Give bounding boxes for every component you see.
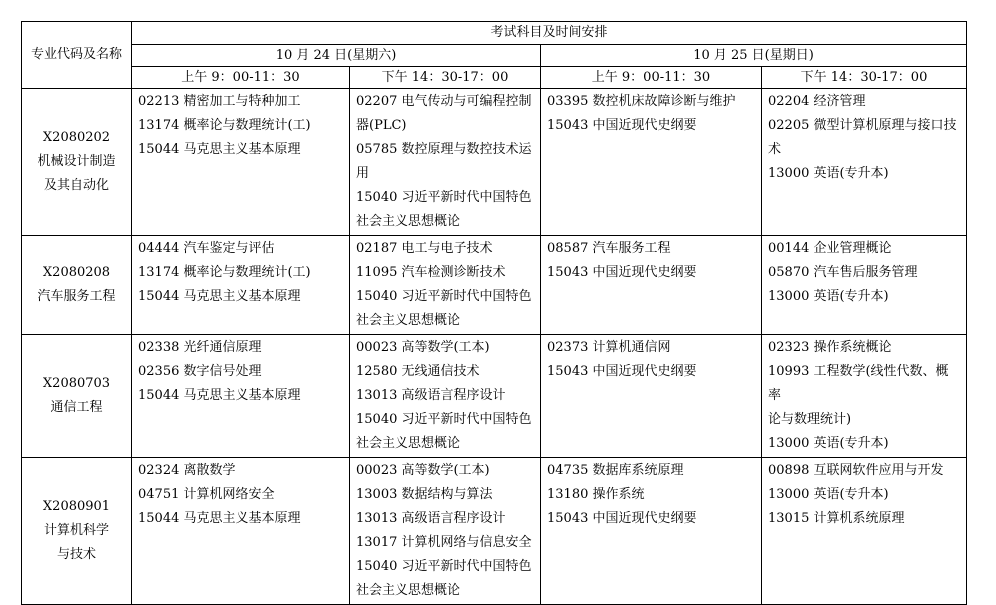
- subject-line: 04735 数据库系统原理: [547, 463, 684, 478]
- subject-line: 02204 经济管理: [768, 94, 866, 109]
- subjects-cell: [132, 335, 350, 458]
- major-name: 机械设计制造: [37, 154, 116, 169]
- subject-line: 社会主义思想概论: [356, 436, 461, 451]
- table-row: [22, 335, 967, 458]
- subject-line: 15040 习近平新时代中国特色: [356, 412, 532, 427]
- subject-line: 15043 中国近现代史纲要: [547, 511, 697, 526]
- subject-line: 02213 精密加工与特种加工: [138, 94, 301, 109]
- table-row: [22, 236, 967, 335]
- slot-header-day2-pm: 下午 14：30-17：00: [762, 67, 967, 89]
- subject-line: 03395 数控机床故障诊断与维护: [547, 94, 736, 109]
- subject-line: 社会主义思想概论: [356, 214, 461, 229]
- major-cell: [22, 458, 132, 605]
- subject-line: 02187 电工与电子技术: [356, 241, 493, 256]
- subject-line: 02373 计算机通信网: [547, 340, 671, 355]
- subject-line: 02338 光纤通信原理: [138, 340, 262, 355]
- subject-line: 15040 习近平新时代中国特色: [356, 559, 532, 574]
- subjects-cell: [350, 458, 541, 605]
- major-cell: [22, 236, 132, 335]
- subject-line: 器(PLC): [356, 118, 407, 133]
- subjects-cell: [350, 89, 541, 236]
- date-header-day2: 10 月 25 日(星期日): [541, 45, 967, 67]
- subject-line: 04444 汽车鉴定与评估: [138, 241, 275, 256]
- subject-line: 15040 习近平新时代中国特色: [356, 190, 532, 205]
- subject-line: 术: [768, 142, 782, 157]
- subject-line: 13174 概率论与数理统计(工): [138, 118, 311, 133]
- subjects-cell: [762, 89, 967, 236]
- major-name: 与技术: [56, 547, 96, 562]
- subject-line: 11095 汽车检测诊断技术: [356, 265, 506, 280]
- subject-line: 15043 中国近现代史纲要: [547, 118, 697, 133]
- subject-line: 15043 中国近现代史纲要: [547, 265, 697, 280]
- subject-line: 15043 中国近现代史纲要: [547, 364, 697, 379]
- subjects-cell: [541, 236, 762, 335]
- schedule-title: 考试科目及时间安排: [132, 22, 967, 45]
- subject-line: 13003 数据结构与算法: [356, 487, 493, 502]
- header-row-title: [22, 22, 967, 45]
- major-name: 计算机科学: [43, 523, 109, 538]
- major-code: X2080901: [42, 499, 111, 514]
- subject-line: 08587 汽车服务工程: [547, 241, 671, 256]
- subject-line: 02323 操作系统概论: [768, 340, 892, 355]
- exam-schedule-table: [21, 21, 967, 605]
- slot-header-day2-am: 上午 9：00-11：30: [541, 67, 762, 89]
- subject-line: 02356 数字信号处理: [138, 364, 262, 379]
- subjects-cell: [132, 236, 350, 335]
- major-cell: [22, 89, 132, 236]
- subject-line: 05870 汽车售后服务管理: [768, 265, 918, 280]
- subjects-cell: [350, 335, 541, 458]
- header-row-dates: [22, 45, 967, 67]
- major-code: X2080703: [42, 376, 111, 391]
- subject-line: 13000 英语(专升本): [768, 436, 889, 451]
- table-row: [22, 89, 967, 236]
- subject-line: 13017 计算机网络与信息安全: [356, 535, 532, 550]
- subjects-cell: [132, 89, 350, 236]
- subject-line: 10993 工程数学(线性代数、概率: [768, 364, 949, 403]
- subjects-cell: [762, 458, 967, 605]
- subject-line: 13015 计算机系统原理: [768, 511, 905, 526]
- subject-line: 00144 企业管理概论: [768, 241, 892, 256]
- major-name: 汽车服务工程: [37, 289, 116, 304]
- subjects-cell: [132, 458, 350, 605]
- subject-line: 12580 无线通信技术: [356, 364, 480, 379]
- subject-line: 00023 高等数学(工本): [356, 340, 490, 355]
- subject-line: 15044 马克思主义基本原理: [138, 289, 301, 304]
- major-column-header: 专业代码及名称: [22, 22, 132, 89]
- subject-line: 13013 高级语言程序设计: [356, 511, 506, 526]
- subject-line: 13174 概率论与数理统计(工): [138, 265, 311, 280]
- header-row-slots: [22, 67, 967, 89]
- subject-line: 15044 马克思主义基本原理: [138, 388, 301, 403]
- subject-line: 13000 英语(专升本): [768, 166, 889, 181]
- subject-line: 02205 微型计算机原理与接口技: [768, 118, 957, 133]
- subject-line: 13013 高级语言程序设计: [356, 388, 506, 403]
- subjects-cell: [541, 89, 762, 236]
- major-code: X2080202: [42, 130, 111, 145]
- subject-line: 05785 数控原理与数控技术运用: [356, 142, 532, 181]
- subjects-cell: [762, 335, 967, 458]
- slot-header-day1-pm: 下午 14：30-17：00: [350, 67, 541, 89]
- date-header-day1: 10 月 24 日(星期六): [132, 45, 541, 67]
- slot-header-day1-am: 上午 9：00-11：30: [132, 67, 350, 89]
- major-name: 通信工程: [50, 400, 103, 415]
- subject-line: 社会主义思想概论: [356, 583, 461, 598]
- subjects-cell: [541, 335, 762, 458]
- major-code: X2080208: [42, 265, 111, 280]
- subject-line: 13180 操作系统: [547, 487, 645, 502]
- subject-line: 15044 马克思主义基本原理: [138, 142, 301, 157]
- subject-line: 00898 互联网软件应用与开发: [768, 463, 944, 478]
- subject-line: 02207 电气传动与可编程控制: [356, 94, 532, 109]
- subject-line: 04751 计算机网络安全: [138, 487, 275, 502]
- subject-line: 15044 马克思主义基本原理: [138, 511, 301, 526]
- subjects-cell: [350, 236, 541, 335]
- subject-line: 15040 习近平新时代中国特色: [356, 289, 532, 304]
- subject-line: 社会主义思想概论: [356, 313, 461, 328]
- subjects-cell: [762, 236, 967, 335]
- table-row: [22, 458, 967, 605]
- subject-line: 02324 离散数学: [138, 463, 236, 478]
- subject-line: 13000 英语(专升本): [768, 289, 889, 304]
- major-name: 及其自动化: [43, 178, 109, 193]
- subject-line: 13000 英语(专升本): [768, 487, 889, 502]
- subject-line: 00023 高等数学(工本): [356, 463, 490, 478]
- subject-line: 论与数理统计): [768, 412, 852, 427]
- major-cell: [22, 335, 132, 458]
- subjects-cell: [541, 458, 762, 605]
